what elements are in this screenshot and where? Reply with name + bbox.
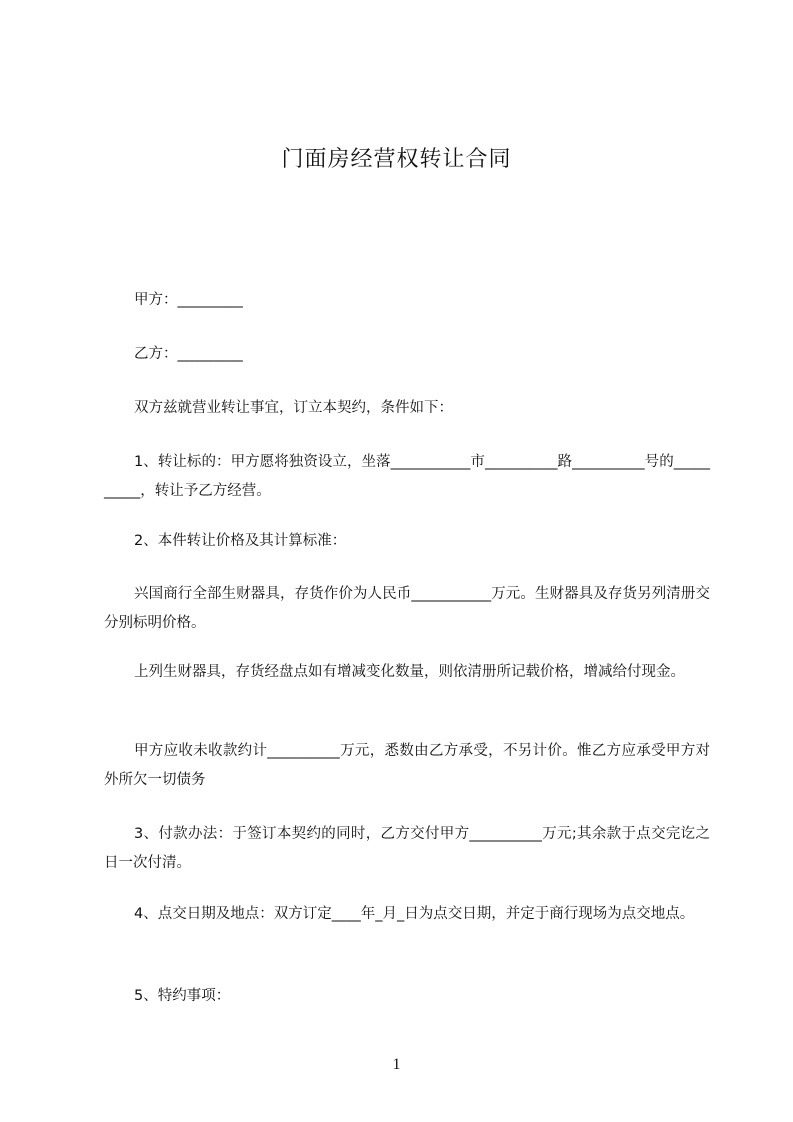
clause-3-paragraph: 3、付款办法：于签订本契约的同时，乙方交付甲方__________万元;其余款于点交完讫之日一次付清。	[104, 826, 710, 871]
party-a-line: 甲方：_________	[134, 292, 243, 308]
clause-2-heading: 2、本件转让价格及其计算标准：	[134, 533, 347, 549]
intro-paragraph: 双方兹就营业转让事宜，订立本契约，条件如下：	[134, 400, 453, 416]
clause-1-paragraph: 1、转让标的：甲方愿将独资设立，坐落___________市__________路__________号的__________，转让予乙方经营。	[104, 454, 710, 499]
clause-4-paragraph: 4、点交日期及地点：双方订定____年_月_日为点交日期，并定于商行现场为点交地点。	[134, 906, 695, 922]
party-b-line: 乙方：_________	[134, 346, 243, 362]
clause-2-paragraph-3: 甲方应收未收款约计__________万元，悉数由乙方承受，不另计价。惟乙方应承受甲方对外所欠一切债务	[104, 743, 710, 788]
document-title: 门面房经营权转让合同	[281, 147, 512, 172]
clause-5-heading: 5、特约事项：	[134, 988, 231, 1004]
clause-2-paragraph-1: 兴国商行全部生财器具，存货作价为人民币___________万元。生财器具及存货另列清册交分别标明价格。	[104, 586, 710, 631]
page-number: 1	[392, 1056, 401, 1073]
clause-2-paragraph-2: 上列生财器具，存货经盘点如有增减变化数量，则依清册所记载价格，增减给付现金。	[134, 664, 685, 680]
